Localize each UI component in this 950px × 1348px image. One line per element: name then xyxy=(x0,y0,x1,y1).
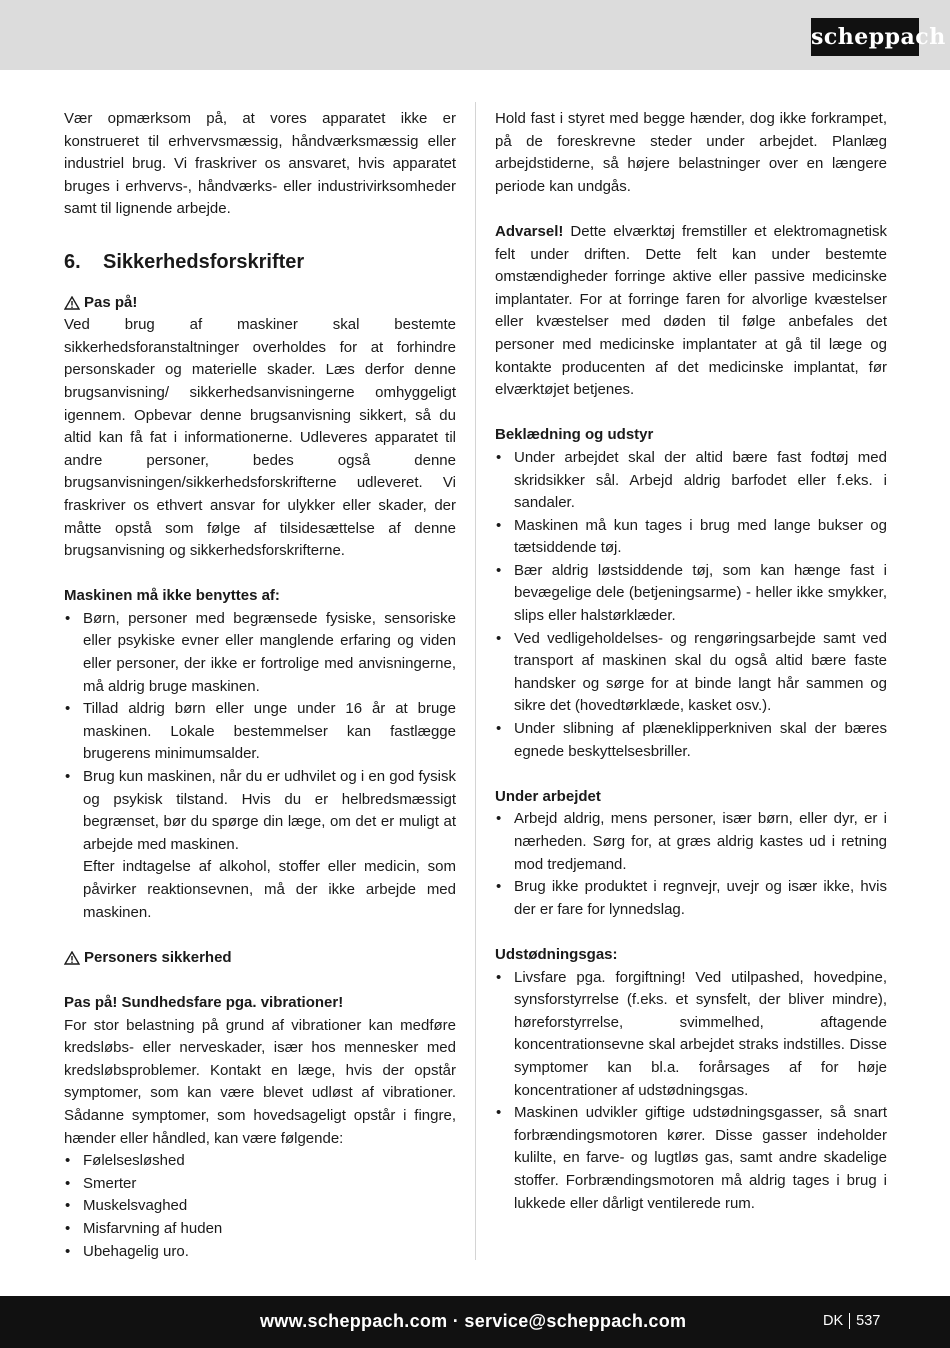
list-item: • Børn, personer med begrænsede fysiske, sensoriske eller psykiske evner eller manglende erfaring og viden eller personer, der ikke er fortrolige med anvisningerne, må aldrig bruge maskinen. xyxy=(65,609,456,695)
not-used-list xyxy=(64,608,456,924)
list-item: • Under slibning af plæneklipperkniven skal der bæres egnede beskyttelsesbriller. xyxy=(496,720,887,760)
list-item-extra: Efter indtagelse af alkohol, stoffer eller medicin, som påvirker reaktionsevnen, må der ikke arbejde med maskinen. xyxy=(83,858,456,921)
footer-bar xyxy=(0,1296,950,1348)
section-heading xyxy=(64,248,456,276)
warning-triangle-icon xyxy=(64,951,80,965)
warning-title: Pas på! xyxy=(84,293,138,311)
hold-paragraph: Hold fast i styret med begge hænder, dog ikke forkrampet, på de foreskrevne steder under arbejdet. Planlæg arbejdstiderne, så højere belastninger over en længere periode kan undgås. xyxy=(495,110,887,195)
list-item: • Under arbejdet skal der altid bære fast fodtøj med skridsikker sål. Arbejd aldrig barfodet eller f.eks. i sandaler. xyxy=(496,448,887,512)
list-item: • Tillad aldrig børn eller unge under 16 år at bruge maskinen. Lokale bestemmelser kan fastlægge brugerens minimumsalder. xyxy=(65,700,456,763)
warning-heading xyxy=(64,292,456,315)
brand-logo: scheppach xyxy=(811,18,919,56)
not-used-heading: Maskinen må ikke benyttes af: xyxy=(64,587,280,605)
work-heading: Under arbejdet xyxy=(495,787,601,805)
language-code: DK xyxy=(823,1313,844,1329)
vibration-heading: Pas på! Sundhedsfare pga. vibrationer! xyxy=(64,993,344,1011)
warning-triangle-icon xyxy=(64,296,80,310)
left-column xyxy=(64,108,456,1263)
page-separator xyxy=(849,1313,850,1329)
footer-contact: www.scheppach.com · service@scheppach.com xyxy=(260,1311,687,1331)
list-item: • Smerter xyxy=(65,1174,137,1192)
list-item: • Brug kun maskinen, når du er udhvilet og i en god fysisk og psykisk tilstand. Hvis du er helbredsmæssigt begrænset, bør du spørge din læge, om det er muligt at arbejde med maskinen. Efter indtagelse af alkohol, stoffer eller medicin, som påvirker reaktionsevnen, må der ikke arbejde med maskinen. xyxy=(65,768,456,921)
exhaust-heading: Udstødningsgas: xyxy=(495,945,618,963)
symptom-list xyxy=(64,1150,456,1263)
header-bar xyxy=(0,0,950,70)
column-divider xyxy=(475,102,476,1260)
clothing-list xyxy=(495,447,887,763)
warning-paragraph: Ved brug af maskiner skal bestemte sikkerhedsforanstaltninger overholdes for at forhindre personskader og materielle skader. Læs derfor denne brugsanvisning/ sikkerhedsanvisningerne omhyggeligt igennem. Opbevar denne brugsanvisning sikkert, så du altid kan få fat i informationerne. Udleveres apparatet til andre personer, bedes også denne brugsanvisningen/sikkerhedsforskrifterne udleveret. Vi fraskriver os ethvert ansvar for ulykker eller skader, der måtte opstå som følge af tilsidesættelse af denne brugsanvisning og sikkerhedsforskrifterne. xyxy=(64,316,456,560)
exhaust-list xyxy=(495,967,887,1216)
personal-safety-heading xyxy=(64,947,456,970)
page-indicator xyxy=(823,1310,880,1332)
list-item: • Bær aldrig løstsiddende tøj, som kan hænge fast i bevægelige dele (betjeningsarme) - heller ikke smykker, slips eller halstørklæder. xyxy=(496,561,887,625)
list-item: • Misfarvning af huden xyxy=(65,1219,223,1237)
advarsel-label: Advarsel! xyxy=(495,222,564,240)
list-item: • Ved vedligeholdelses- og rengøringsarbejde samt ved transport af maskinen skal du også altid bære faste handsker og sørge for at binde langt hår sammen og sikre det (hovedtørklæde, kasket osv.). xyxy=(496,629,887,715)
right-column xyxy=(495,108,887,1215)
clothing-heading: Beklædning og udstyr xyxy=(495,426,654,444)
list-item: • Muskelsvaghed xyxy=(65,1197,188,1215)
personal-safety-title: Personers sikkerhed xyxy=(84,948,232,966)
section-title: Sikkerhedsforskrifter xyxy=(103,250,305,273)
list-item: • Maskinen må kun tages i brug med lange bukser og tætsiddende tøj. xyxy=(496,516,887,557)
intro-paragraph: Vær opmærksom på, at vores apparatet ikke er konstrueret til erhvervsmæssig, håndværksmæssig eller industriel brug. Vi fraskriver os ansvaret, hvis apparatet bruges i erhvervs-, håndværks- eller industrivirksomheder samt til lignende arbejde. xyxy=(64,110,456,218)
list-item: • Følelsesløshed xyxy=(65,1152,185,1170)
list-item: • Ubehagelig uro. xyxy=(65,1242,189,1260)
section-number: 6. xyxy=(64,250,81,273)
list-item: • Maskinen udvikler giftige udstødningsgasser, så snart forbrændingsmotoren kører. Disse gasser indeholder kulilte, en farve- og lugtløs gas, samt andre skadelige stoffer. Forbrændingsmotoren må aldrig tages i brug i lukkede eller dårligt ventilerede rum. xyxy=(496,1104,887,1212)
list-item: • Livsfare pga. forgiftning! Ved utilpashed, hovedpine, synsforstyrrelse (f.eks. et synsfelt, der bliver mindre), høreforstyrrelse, svimmelhed, aftagende koncentrationsevne skal arbejdet straks indstilles. Disse symptomer kan bl.a. forårsages af for høje koncentrationer af udstødningsgas. xyxy=(496,968,887,1099)
advarsel-paragraph: Advarsel! Dette elværktøj fremstiller et elektromagnetisk felt under driften. Dette felt kan under bestemte omstændigheder forringe aktive eller passive medicinske implantater. For at forringe faren for alvorlige kvæstelser eller kvæstelser med døden til følge anbefales det personer med medicinske implantater at gå til læge og kontakte producenten af det medicinske implantat, før elværktøjet betjenes. xyxy=(495,222,887,399)
page-number: 537 xyxy=(856,1313,881,1329)
vibration-paragraph: For stor belastning på grund af vibrationer kan medføre kredsløbs- eller nerveskader, især hos mennesker med kredsløbsproblemer. Kontakt en læge, hvis der opstår symptomer, som kan være blevet udløst af vibrationer. Sådanne symptomer, som hovedsageligt opstår i fingre, hænder eller håndled, kan være følgende: xyxy=(64,1016,456,1147)
work-list xyxy=(495,808,887,921)
list-item: • Arbejd aldrig, mens personer, især børn, eller dyr, er i nærheden. Sørg for, at græs aldrig kastes ud i retning mod tredjemand. xyxy=(496,810,887,873)
list-item: • Brug ikke produktet i regnvejr, uvejr og især ikke, hvis der er fare for lynnedslag. xyxy=(496,878,887,918)
